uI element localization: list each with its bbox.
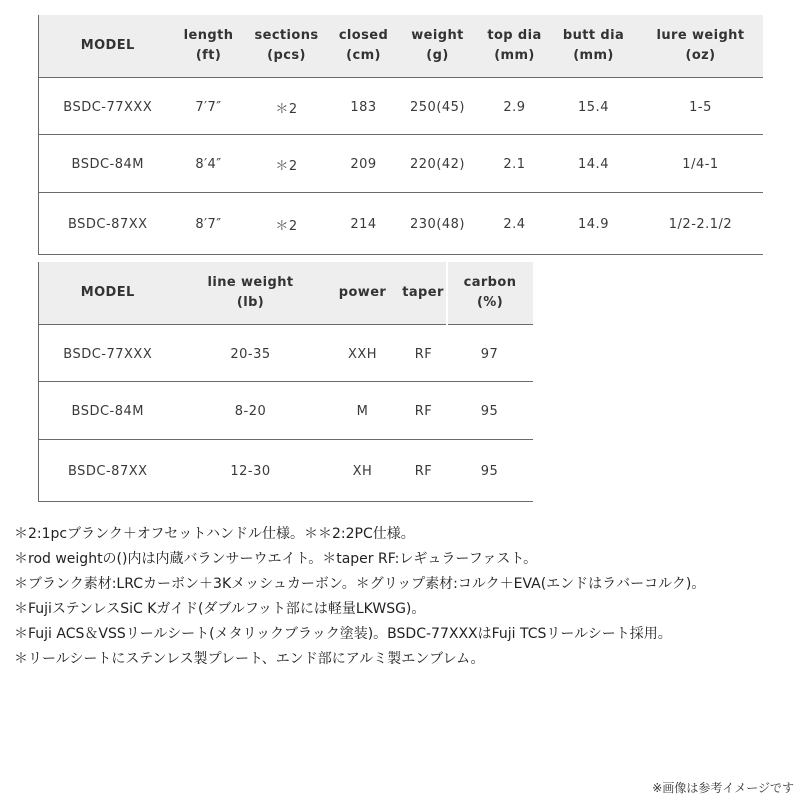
header-label: butt dia: [562, 27, 625, 43]
cell-top-dia: 2.9: [481, 77, 549, 134]
header-taper: [401, 262, 447, 324]
cell-model: BSDC-87XX: [39, 439, 177, 501]
cell-taper: RF: [401, 439, 447, 501]
header-unit: (mm): [573, 47, 614, 63]
header-unit: (lb): [236, 294, 265, 310]
header-model: [39, 262, 177, 324]
table-row: [39, 77, 763, 134]
cell-top-dia: 2.4: [481, 192, 549, 254]
header-top-dia: [481, 15, 549, 77]
header-label: line weight: [207, 274, 294, 290]
cell-power: XXH: [325, 324, 401, 381]
cell-weight: 220(42): [395, 134, 481, 192]
header-unit: (mm): [494, 47, 535, 63]
cell-lure-weight: 1/4-1: [639, 134, 763, 192]
header-line-weight: [177, 262, 325, 324]
header-label: taper: [402, 284, 444, 300]
header-model: [39, 15, 177, 77]
header-lure-weight: [639, 15, 763, 77]
header-unit: (g): [426, 47, 449, 63]
header-unit: (pcs): [267, 47, 306, 63]
cell-length: 8′7″: [177, 192, 241, 254]
header-carbon: [447, 262, 533, 324]
cell-sections: ＊2: [241, 77, 333, 134]
cell-lure-weight: 1-5: [639, 77, 763, 134]
header-butt-dia: [549, 15, 639, 77]
header-unit: (oz): [685, 47, 716, 63]
cell-weight: 230(48): [395, 192, 481, 254]
cell-taper: RF: [401, 324, 447, 381]
note-line: ＊Fuji ACS＆VSSリールシート(メタリックブラック塗装)。BSDC-77XXXはFuji TCSリールシート採用。: [14, 626, 672, 642]
cell-sections: ＊2: [241, 134, 333, 192]
spec-table-dimensions: [38, 15, 763, 255]
cell-butt-dia: 14.4: [549, 134, 639, 192]
header-label: power: [338, 284, 387, 300]
note-line: ＊ブランク素材:LRCカーボン＋3Kメッシュカーボン。＊グリップ素材:コルク＋EVA(エンドはラバーコルク)。: [14, 576, 706, 592]
cell-power: M: [325, 381, 401, 439]
cell-closed: 214: [333, 192, 395, 254]
header-label: closed: [338, 27, 389, 43]
cell-line-weight: 12-30: [177, 439, 325, 501]
cell-butt-dia: 14.9: [549, 192, 639, 254]
cell-model: BSDC-87XX: [39, 192, 177, 254]
table-header-row: [39, 262, 533, 324]
header-label: sections: [254, 27, 319, 43]
header-unit: (ft): [195, 47, 222, 63]
table-header-row: [39, 15, 763, 77]
cell-length: 8′4″: [177, 134, 241, 192]
cell-model: BSDC-84M: [39, 134, 177, 192]
cell-line-weight: 8-20: [177, 381, 325, 439]
note-line: ＊FujiステンレスSiC Kガイド(ダブルフット部には軽量LKWSG)。: [14, 601, 426, 617]
header-label: lure weight: [656, 27, 745, 43]
header-label: carbon: [463, 274, 517, 290]
cell-model: BSDC-77XXX: [39, 324, 177, 381]
header-weight: [395, 15, 481, 77]
table-row: [39, 324, 533, 381]
note-line: ＊リールシートにステンレス製プレート、エンド部にアルミ製エンブレム。: [14, 651, 485, 667]
cell-closed: 209: [333, 134, 395, 192]
note-line: ＊rod weightの()内は内蔵バランサーウエイト。＊taper RF:レギュラーファスト。: [14, 551, 538, 567]
cell-model: BSDC-84M: [39, 381, 177, 439]
table-row: [39, 134, 763, 192]
spec-table-line-power: [38, 262, 533, 502]
cell-weight: 250(45): [395, 77, 481, 134]
spec-notes: [14, 522, 798, 672]
cell-closed: 183: [333, 77, 395, 134]
header-label: MODEL: [80, 37, 135, 53]
header-label: top dia: [487, 27, 542, 43]
header-label: MODEL: [80, 284, 135, 300]
cell-length: 7′7″: [177, 77, 241, 134]
table-row: [39, 439, 533, 501]
cell-line-weight: 20-35: [177, 324, 325, 381]
header-sections: [241, 15, 333, 77]
cell-butt-dia: 15.4: [549, 77, 639, 134]
header-label: weight: [411, 27, 464, 43]
note-line: ＊2:1pcブランク＋オフセットハンドル仕様。＊＊2:2PC仕様。: [14, 526, 415, 542]
cell-carbon: 95: [447, 439, 533, 501]
cell-lure-weight: 1/2-2.1/2: [639, 192, 763, 254]
cell-carbon: 97: [447, 324, 533, 381]
header-closed: [333, 15, 395, 77]
header-unit: (cm): [346, 47, 381, 63]
header-unit: (%): [476, 294, 504, 310]
header-label: length: [183, 27, 234, 43]
cell-top-dia: 2.1: [481, 134, 549, 192]
header-power: [325, 262, 401, 324]
cell-power: XH: [325, 439, 401, 501]
cell-taper: RF: [401, 381, 447, 439]
cell-sections: ＊2: [241, 192, 333, 254]
image-disclaimer: ※画像は参考イメージです: [652, 781, 794, 795]
table-row: [39, 192, 763, 254]
header-length: [177, 15, 241, 77]
cell-carbon: 95: [447, 381, 533, 439]
cell-model: BSDC-77XXX: [39, 77, 177, 134]
table-row: [39, 381, 533, 439]
